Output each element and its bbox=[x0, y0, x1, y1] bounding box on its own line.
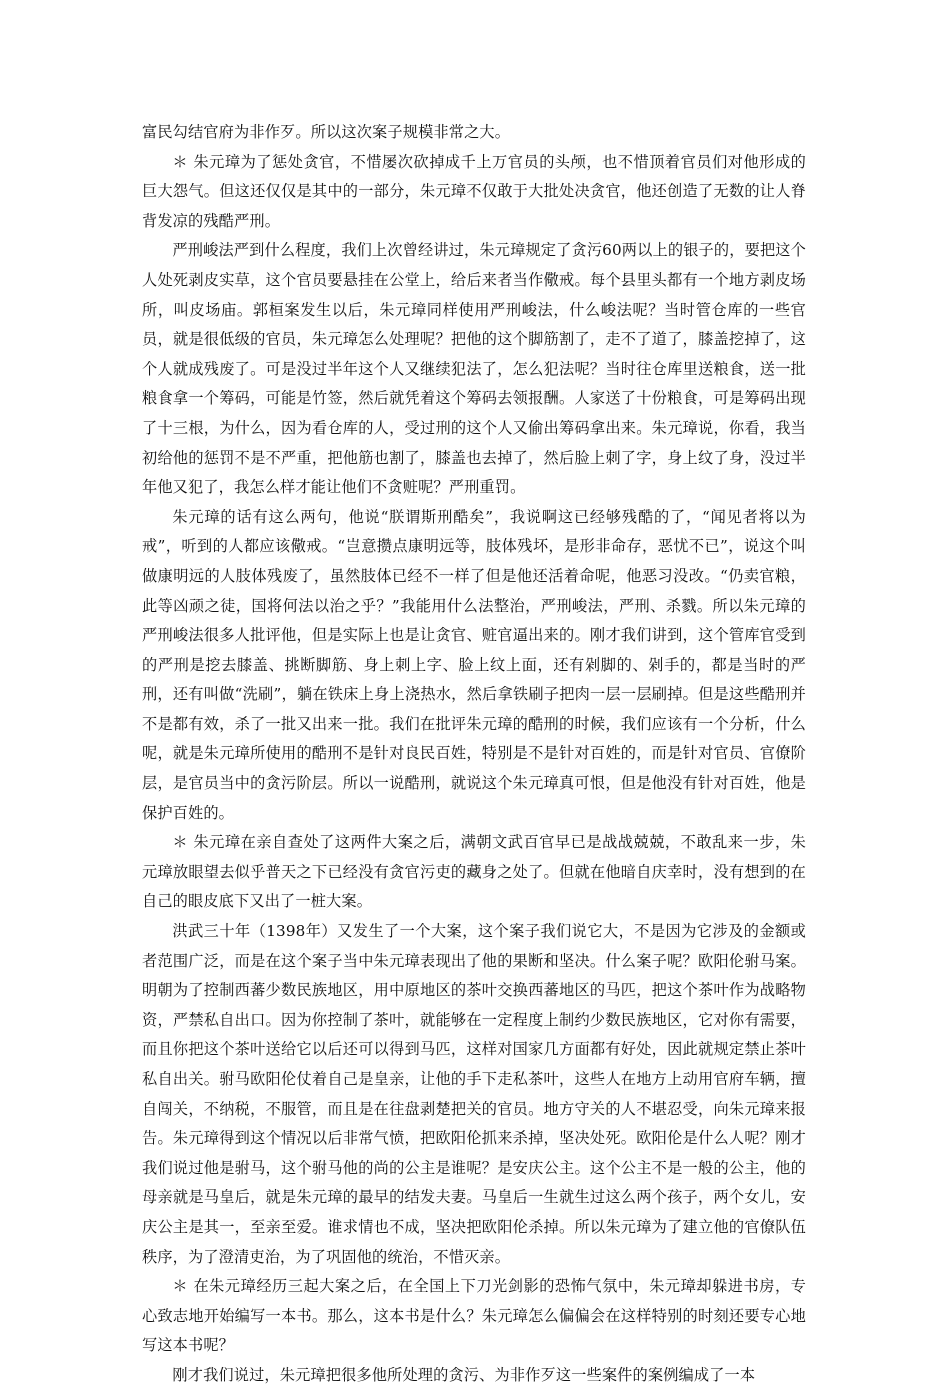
paragraph-5: ＊ 朱元璋在亲自查处了这两件大案之后，满朝文武百官早已是战战兢兢，不敢乱来一步，朱元璋放眼望去似乎普天之下已经没有贪官污吏的藏身之处了。但就在他暗自庆幸时，没有想到的在自己的眼皮底下又出了一桩大案。 bbox=[142, 833, 806, 911]
paragraph-1: 富民勾结官府为非作歹。所以这次案子规模非常之大。 bbox=[142, 123, 511, 141]
paragraph-3: 严刑峻法严到什么程度，我们上次曾经讲过，朱元璋规定了贪污60两以上的银子的，要把这个人处死剥皮实草，这个官员要悬挂在公堂上，给后来者当作儆戒。每个县里头都有一个地方剥皮场所，叫皮场庙。郭桓案发生以后，朱元璋同样使用严刑峻法，什么峻法呢？当时管仓库的一些官员，就是很低级的官员，朱元璋怎么处理呢？把他的这个脚筋割了，走不了道了，膝盖挖掉了，这个人就成残废了。可是没过半年这个人又继续犯法了，怎么犯法呢？当时往仓库里送粮食，送一批粮食拿一个筹码，可能是竹签，然后就凭着这个筹码去领报酬。人家送了十份粮食，可是筹码出现了十三根，为什么，因为看仓库的人，受过刑的这个人又偷出筹码拿出来。朱元璋说，你看，我当初给他的惩罚不是不严重，把他筋也割了，膝盖也去掉了，然后脸上刺了字，身上纹了身，没过半年他又犯了，我怎么样才能让他们不贪赃呢？严刑重罚。 bbox=[142, 241, 806, 497]
paragraph-4: 朱元璋的话有这么两句，他说“朕谓斯刑酷矣”，我说啊这已经够残酷的了，“闻见者将以为戒”，听到的人都应该儆戒。“岂意攒点康明远等，肢体残坏，是形非命存，恶忧不已”，说这个叫做康明远的人肢体残废了，虽然肢体已经不一样了但是他还活着命呢，他恶习没改。“仍卖官粮，此等凶顽之徒，国将何法以治之乎？”我能用什么法整治，严刑峻法，严刑、杀戮。所以朱元璋的严刑峻法很多人批评他，但是实际上也是让贪官、赃官逼出来的。刚才我们讲到，这个管库官受到的严刑是挖去膝盖、挑断脚筋、身上刺上字、脸上纹上面，还有剁脚的、剁手的，都是当时的严刑，还有叫做“洗刷”，躺在铁床上身上浇热水，然后拿铁刷子把肉一层一层刷掉。但是这些酷刑并不是都有效，杀了一批又出来一批。我们在批评朱元璋的酷刑的时候，我们应该有一个分析，什么呢，就是朱元璋所使用的酷刑不是针对良民百姓，特别是不是针对百姓的，而是针对官员、官僚阶层，是官员当中的贪污阶层。所以一说酷刑，就说这个朱元璋真可恨，但是他没有针对百姓，他是保护百姓的。 bbox=[142, 507, 806, 822]
paragraph-6: 洪武三十年（1398年）又发生了一个大案，这个案子我们说它大，不是因为它涉及的金额或者范围广泛，而是在这个案子当中朱元璋表现出了他的果断和坚决。什么案子呢？欧阳伦驸马案。明朝为了控制西蕃少数民族地区，用中原地区的茶叶交换西蕃地区的马匹，把这个茶叶作为战略物资，严禁私自出口。因为你控制了茶叶，就能够在一定程度上制约少数民族地区，它对你有需要，而且你把这个茶叶送给它以后还可以得到马匹，这样对国家几方面都有好处，因此就规定禁止茶叶私自出关。驸马欧阳伦仗着自己是皇亲，让他的手下走私茶叶，这些人在地方上动用官府车辆，擅自闯关，不纳税，不服管，而且是在往盘剥楚把关的官员。地方守关的人不堪忍受，向朱元璋来报告。朱元璋得到这个情况以后非常气愤，把欧阳伦抓来杀掉，坚决处死。欧阳伦是什么人呢？刚才我们说过他是驸马，这个驸马他的尚的公主是谁呢？是安庆公主。这个公主不是一般的公主，他的母亲就是马皇后，就是朱元璋的最早的结发夫妻。马皇后一生就生过这么两个孩子，两个女儿，安庆公主是其一，至亲至爱。谁求情也不成，坚决把欧阳伦杀掉。所以朱元璋为了建立他的官僚队伍秩序，为了澄清吏治，为了巩固他的统治，不惜灭亲。 bbox=[142, 922, 806, 1266]
paragraph-8: 刚才我们说过，朱元璋把很多他所处理的贪污、为非作歹这一些案件的案例编成了一本 bbox=[172, 1365, 756, 1384]
paragraph-2: ＊ 朱元璋为了惩处贪官，不惜屡次砍掉成千上万官员的头颅，也不惜顶着官员们对他形成的巨大怨气。但这还仅仅是其中的一部分，朱元璋不仅敢于大批处决贪官，他还创造了无数的让人脊背发凉的残酷严刑。 bbox=[142, 152, 806, 230]
paragraph-7: ＊ 在朱元璋经历三起大案之后，在全国上下刀光剑影的恐怖气氛中，朱元璋却躲进书房，专心致志地开始编写一本书。那么，这本书是什么？朱元璋怎么偏偏会在这样特别的时刻还要专心地写这本书呢？ bbox=[142, 1277, 806, 1355]
body-text bbox=[142, 118, 806, 1391]
